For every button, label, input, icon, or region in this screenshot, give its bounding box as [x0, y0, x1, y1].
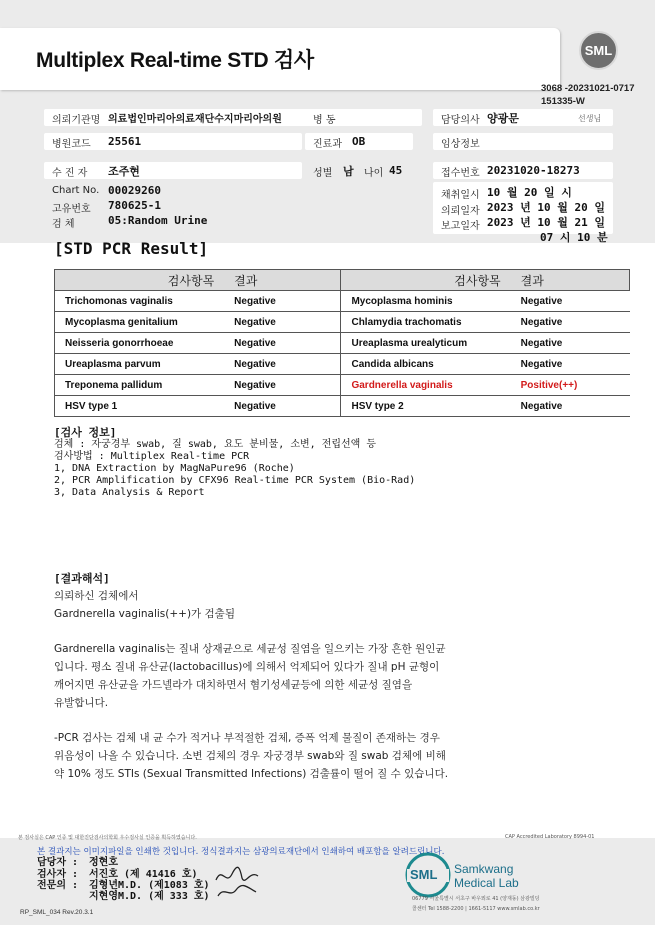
- collect-label: 채취일시: [441, 190, 480, 201]
- ward-label: 병 동: [313, 115, 336, 126]
- result-row: [55, 354, 630, 375]
- test-info-line-3: 1, DNA Extraction by MagNaPure96 (Roche): [54, 463, 295, 474]
- age-value: 45: [389, 164, 403, 177]
- test-name-left: Ureaplasma parvum: [55, 354, 235, 375]
- doctor-label: 담당의사: [441, 115, 480, 126]
- test-result-right: Negative: [521, 396, 630, 417]
- test-info-line-2: 검사방법 : Multiplex Real-time PCR: [54, 451, 250, 462]
- collect-value: 10 월 20 일 시: [487, 186, 572, 199]
- test-name-right: Mycoplasma hominis: [341, 291, 521, 312]
- company-phone: 콜센터 Tel 1588-2200 | 1661-5117 www.smlab.co.kr: [412, 906, 540, 912]
- test-result-left: Negative: [234, 312, 341, 333]
- clinical-label: 임상정보: [441, 139, 480, 150]
- footer-certification: 본 검사실은 CAP 인증 및 대한진단검사의학회 우수검사실 인증을 획득하였습니다.: [18, 835, 197, 841]
- request-value: 2023 년 10 월 20 일: [487, 201, 605, 214]
- company-name-line1: Samkwang: [454, 862, 514, 876]
- chart-label: Chart No.: [52, 185, 100, 196]
- chart-value: 00029260: [108, 184, 161, 197]
- col-header-item-left: 검사항목: [55, 270, 235, 291]
- sex-value: 남: [343, 165, 354, 178]
- report-id-line1: 3068 -20231021-0717: [541, 83, 635, 94]
- doctor-suffix: 선생님: [578, 114, 602, 123]
- patient-value: 조주현: [108, 165, 140, 178]
- sex-label: 성별: [313, 168, 333, 179]
- sml-logo: SML: [579, 31, 618, 70]
- test-info-line-4: 2, PCR Amplification by CFX96 Real-time PCR System (Bio-Rad): [54, 475, 416, 486]
- test-name-right: Candida albicans: [341, 354, 521, 375]
- age-label: 나이: [364, 168, 384, 179]
- result-row: [55, 396, 630, 417]
- test-info-title: [검사 정보]: [54, 426, 117, 439]
- specimen-value: 05:Random Urine: [108, 214, 208, 227]
- interpretation-title: [결과해석]: [54, 572, 110, 585]
- test-result-right: Negative: [521, 312, 630, 333]
- result-row: [55, 312, 630, 333]
- unique-value: 780625-1: [108, 199, 161, 212]
- test-result-left: Negative: [234, 396, 341, 417]
- test-result-left: Negative: [234, 375, 341, 396]
- staff-role-2: 검사자 :: [37, 869, 79, 880]
- staff-role-1: 담당자 :: [37, 857, 79, 868]
- specimen-label: 검 체: [52, 219, 75, 230]
- report-id-line2: 151335-W: [541, 96, 585, 107]
- page-title: Multiplex Real-time STD 검사: [36, 49, 314, 72]
- result-table: [54, 269, 630, 417]
- institution-value: 의료법인마리아의료재단수지마리아의원: [108, 114, 282, 125]
- test-result-right: Negative: [521, 333, 630, 354]
- interp-p2-line-2: 입니다. 평소 질내 유산균(lactobacillus)에 의해서 억제되어 있다가 질내 pH 균형이: [54, 661, 440, 673]
- cap-accreditation: CAP Accredited Laboratory 8994-01: [505, 834, 595, 840]
- company-name-line2: Medical Lab: [454, 876, 519, 890]
- test-name-left: Treponema pallidum: [55, 375, 235, 396]
- test-name-right: HSV type 2: [341, 396, 521, 417]
- test-info-line-5: 3, Data Analysis & Report: [54, 487, 205, 498]
- test-name-right: Gardnerella vaginalis: [341, 375, 521, 396]
- dept-label: 진료과: [313, 139, 342, 150]
- dept-value: OB: [352, 135, 366, 148]
- form-code: RP_SML_034 Rev.20.3.1: [20, 909, 94, 916]
- test-info-line-1: 검체 : 자궁경부 swab, 질 swab, 요도 분비물, 소변, 전립선액 등: [54, 439, 377, 450]
- test-name-left: HSV type 1: [55, 396, 235, 417]
- test-result-right: Positive(++): [521, 375, 630, 396]
- interp-p3-line-1: -PCR 검사는 검체 내 균 수가 적거나 부적절한 검체, 증폭 억제 물질이 존재하는 경우: [54, 732, 440, 744]
- interp-p1-line-1: 의뢰하신 검체에서: [54, 590, 139, 602]
- staff-name-3: 김형년M.D. (제1083 호): [89, 880, 210, 891]
- staff-role-3: 전문의 :: [37, 880, 79, 891]
- test-name-right: Chlamydia trachomatis: [341, 312, 521, 333]
- staff-name-4: 지현영M.D. (제 333 호): [89, 891, 210, 902]
- unique-label: 고유번호: [52, 204, 91, 215]
- doctor-value: 양광문: [487, 112, 519, 125]
- samkwang-logo-text: SML: [410, 867, 438, 882]
- patient-label: 수 진 자: [52, 168, 88, 179]
- institution-label: 의뢰기관명: [52, 115, 101, 126]
- result-section-title: [STD PCR Result]: [54, 239, 209, 258]
- staff-name-1: 정현호: [89, 857, 118, 868]
- report-value: 2023 년 10 월 21 일: [487, 216, 605, 229]
- staff-name-2: 서진호 (제 41416 호): [89, 869, 198, 880]
- test-name-right: Ureaplasma urealyticum: [341, 333, 521, 354]
- interp-p2-line-3: 깨어지면 유산균을 가드넬라가 대치하면서 혐기성세균등에 의한 세균성 질염을: [54, 679, 413, 691]
- company-address: 06779 서울특별시 서초구 바우뫼로 41 (양재동) 삼광빌딩: [412, 896, 540, 902]
- hospital-code-label: 병원코드: [52, 139, 91, 150]
- test-result-left: Negative: [234, 333, 341, 354]
- col-header-result-right: 결과: [521, 270, 630, 291]
- result-row: [55, 333, 630, 354]
- interp-p3-line-2: 위음성이 나올 수 있습니다. 소변 검체의 경우 자궁경부 swab와 질 swab 검체에 비해: [54, 750, 446, 762]
- receipt-value: 20231020-18273: [487, 164, 580, 177]
- test-result-right: Negative: [521, 354, 630, 375]
- test-result-left: Negative: [234, 354, 341, 375]
- test-name-left: Mycoplasma genitalium: [55, 312, 235, 333]
- col-header-item-right: 검사항목: [341, 270, 521, 291]
- receipt-label: 접수번호: [441, 168, 480, 179]
- result-table-header: [55, 270, 630, 291]
- hospital-code-value: 25561: [108, 135, 142, 148]
- interp-p2-line-1: Gardnerella vaginalis는 질내 상재균으로 세균성 질염을 일으키는 가장 흔한 원인균: [54, 643, 446, 655]
- test-name-left: Trichomonas vaginalis: [55, 291, 235, 312]
- interp-p2-line-4: 유발합니다.: [54, 697, 109, 709]
- interp-p3-line-3: 약 10% 정도 STIs (Sexual Transmitted Infections) 검출률이 떨어 질 수 있습니다.: [54, 768, 449, 780]
- test-result-left: Negative: [234, 291, 341, 312]
- report-label: 보고일자: [441, 221, 480, 232]
- footer-notice: 본 결과지는 이미지파일을 인쇄한 것입니다. 정식결과지는 삼광의료재단에서 인쇄하여 배포함을 알려드립니다.: [37, 847, 445, 857]
- result-row: [55, 375, 630, 396]
- report-time: 07 시 10 분: [540, 231, 608, 244]
- interp-p1-line-2: Gardnerella vaginalis(++)가 검출됨: [54, 608, 235, 620]
- col-header-result-left: 결과: [234, 270, 341, 291]
- result-row: [55, 291, 630, 312]
- request-label: 의뢰일자: [441, 206, 480, 217]
- test-name-left: Neisseria gonorrhoeae: [55, 333, 235, 354]
- signature: [212, 864, 262, 900]
- test-result-right: Negative: [521, 291, 630, 312]
